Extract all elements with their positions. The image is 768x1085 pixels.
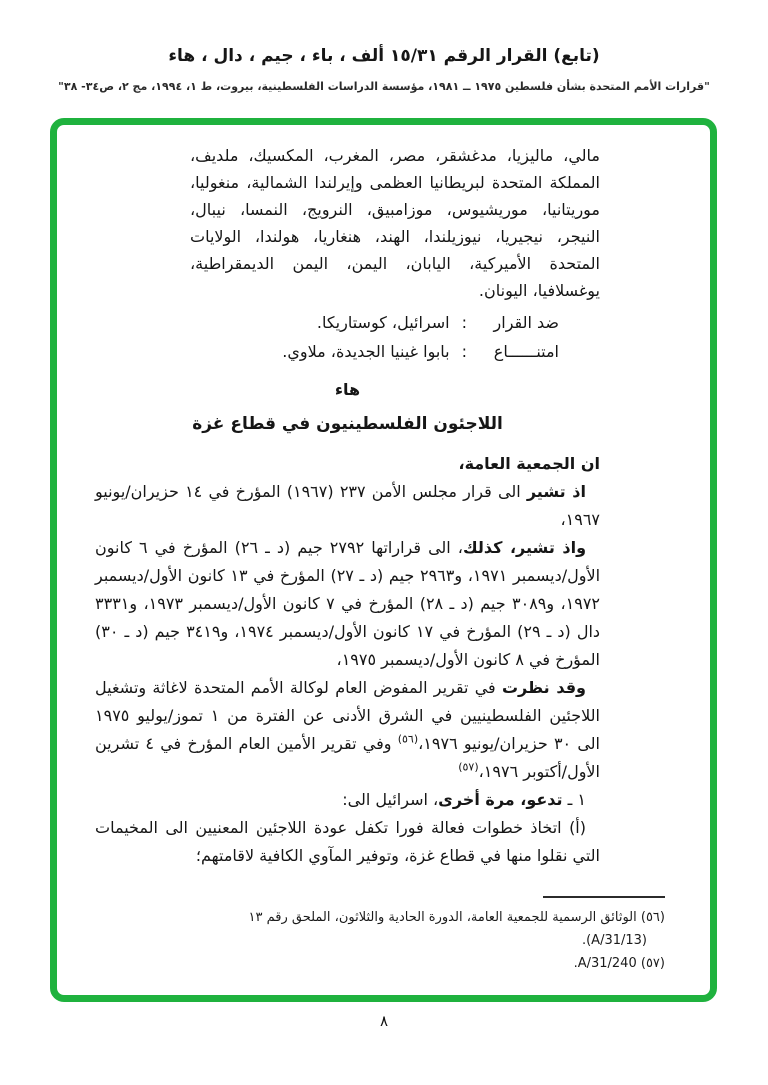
resolution-continuation-title: (تابع) القرار الرقم ١٥/٣١ ألف ، باء ، جيم ، دال ، هاء <box>168 46 600 66</box>
paragraph-operative-1: ١ ـ تدعو، مرة أخرى، اسرائيل الى: <box>342 790 586 809</box>
vote-against-colon: : <box>461 313 467 332</box>
preamble-intro: ان الجمعية العامة، <box>458 454 600 473</box>
vote-abstain-colon: : <box>461 342 467 361</box>
footnote-separator-rule <box>543 896 665 898</box>
page-number: ٨ <box>379 1012 389 1030</box>
voting-countries-list: مالي، ماليزيا، مدغشقر، مصر، المغرب، المكسيك، ملديف، المملكة المتحدة لبريطانيا العظمى وإيرلندا الشمالية، منغوليا، موريتانيا، موريشيوس، موزامبيق، النرويج، النمسا، نيبال، النيجر، نيجيريا، نيوزيلندا، الهند، هنغاريا، هولندا، الولايات المتحدة الأميركية، اليابان، اليمن، اليمن الديمقراطية، يوغسلافيا، اليونان. <box>190 146 600 300</box>
footnote-57: (٥٧) A/31/240. <box>573 956 665 971</box>
vote-against-value: اسرائيل، كوستاريكا. <box>316 313 450 332</box>
section-letter-heading: هاء <box>334 380 361 399</box>
paragraph-item-a: (أ) اتخاذ خطوات فعالة فورا تكفل عودة اللاجئين المعنيين الى المخيمات التي نقلوا منها في قطاع غزة، وتوفير المآوي الكافية لاقامتهم؛ <box>95 818 600 865</box>
vote-against-row <box>95 308 559 337</box>
footnotes-block <box>157 896 665 975</box>
vote-abstain-row <box>95 337 559 366</box>
paragraph-recalling-2: واذ تشير، كذلك، الى قراراتها ٢٧٩٢ جيم (د ـ ٢٦) المؤرخ في ٦ كانون الأول/ديسمبر ١٩٧١، و٢٩٦٣ جيم (د ـ ٢٧) المؤرخ في ١٣ كانون الأول/ديسمبر ١٩٧٢، و٣٠٨٩ جيم (د ـ ٢٨) المؤرخ في ٧ كانون الأول/ديسمبر ١٩٧٣، و٣٣٣١ دال (د ـ ٢٩) المؤرخ في ١٧ كانون الأول/ديسمبر ١٩٧٤، و٣٤١٩ جيم (د ـ ٣٠) المؤرخ في ٨ كانون الأول/ديسمبر ١٩٧٥، <box>95 538 601 669</box>
footnote-56-line1: (٥٦) الوثائق الرسمية للجمعية العامة، الدورة الحادية والثلاثون، الملحق رقم ١٣ <box>248 910 665 925</box>
document-body <box>57 125 710 995</box>
footnote-56-line2: (A/31/13). <box>581 933 647 948</box>
vote-abstain-label: امتنــــــاع <box>493 342 559 361</box>
vote-against-label: ضد القرار <box>493 313 559 332</box>
vote-abstain-value: بابوا غينيا الجديدة، ملاوي. <box>282 342 450 361</box>
paragraph-having-considered: وقد نظرت في تقرير المفوض العام لوكالة الأمم المتحدة لاغاثة وتشغيل اللاجئين الفلسطينيين في الشرق الأدنى عن الفترة من ١ تموز/يوليو ١٩٧٥ الى ٣٠ حزيران/يونيو ١٩٧٦،$^{(٥٦)}$ وفي تقرير الأمين العام المؤرخ في ٤ تشرين الأول/أكتوبر ١٩٧٦،$^{(٥٧)}$ <box>95 678 600 781</box>
section-title-heading: اللاجئون الفلسطينيون في قطاع غزة <box>192 414 503 434</box>
paragraph-recalling-1: اذ تشير الى قرار مجلس الأمن ٢٣٧ (١٩٦٧) المؤرخ في ١٤ حزيران/يونيو ١٩٦٧، <box>95 482 600 529</box>
source-citation-line: "قرارات الأمم المتحدة بشأن فلسطين ١٩٧٥ ــ ١٩٨١، مؤسسة الدراسات الفلسطينية، بيروت، ط ١، ١٩٩٤، مج ٢، ص٣٤- ٣٨" <box>58 80 710 93</box>
